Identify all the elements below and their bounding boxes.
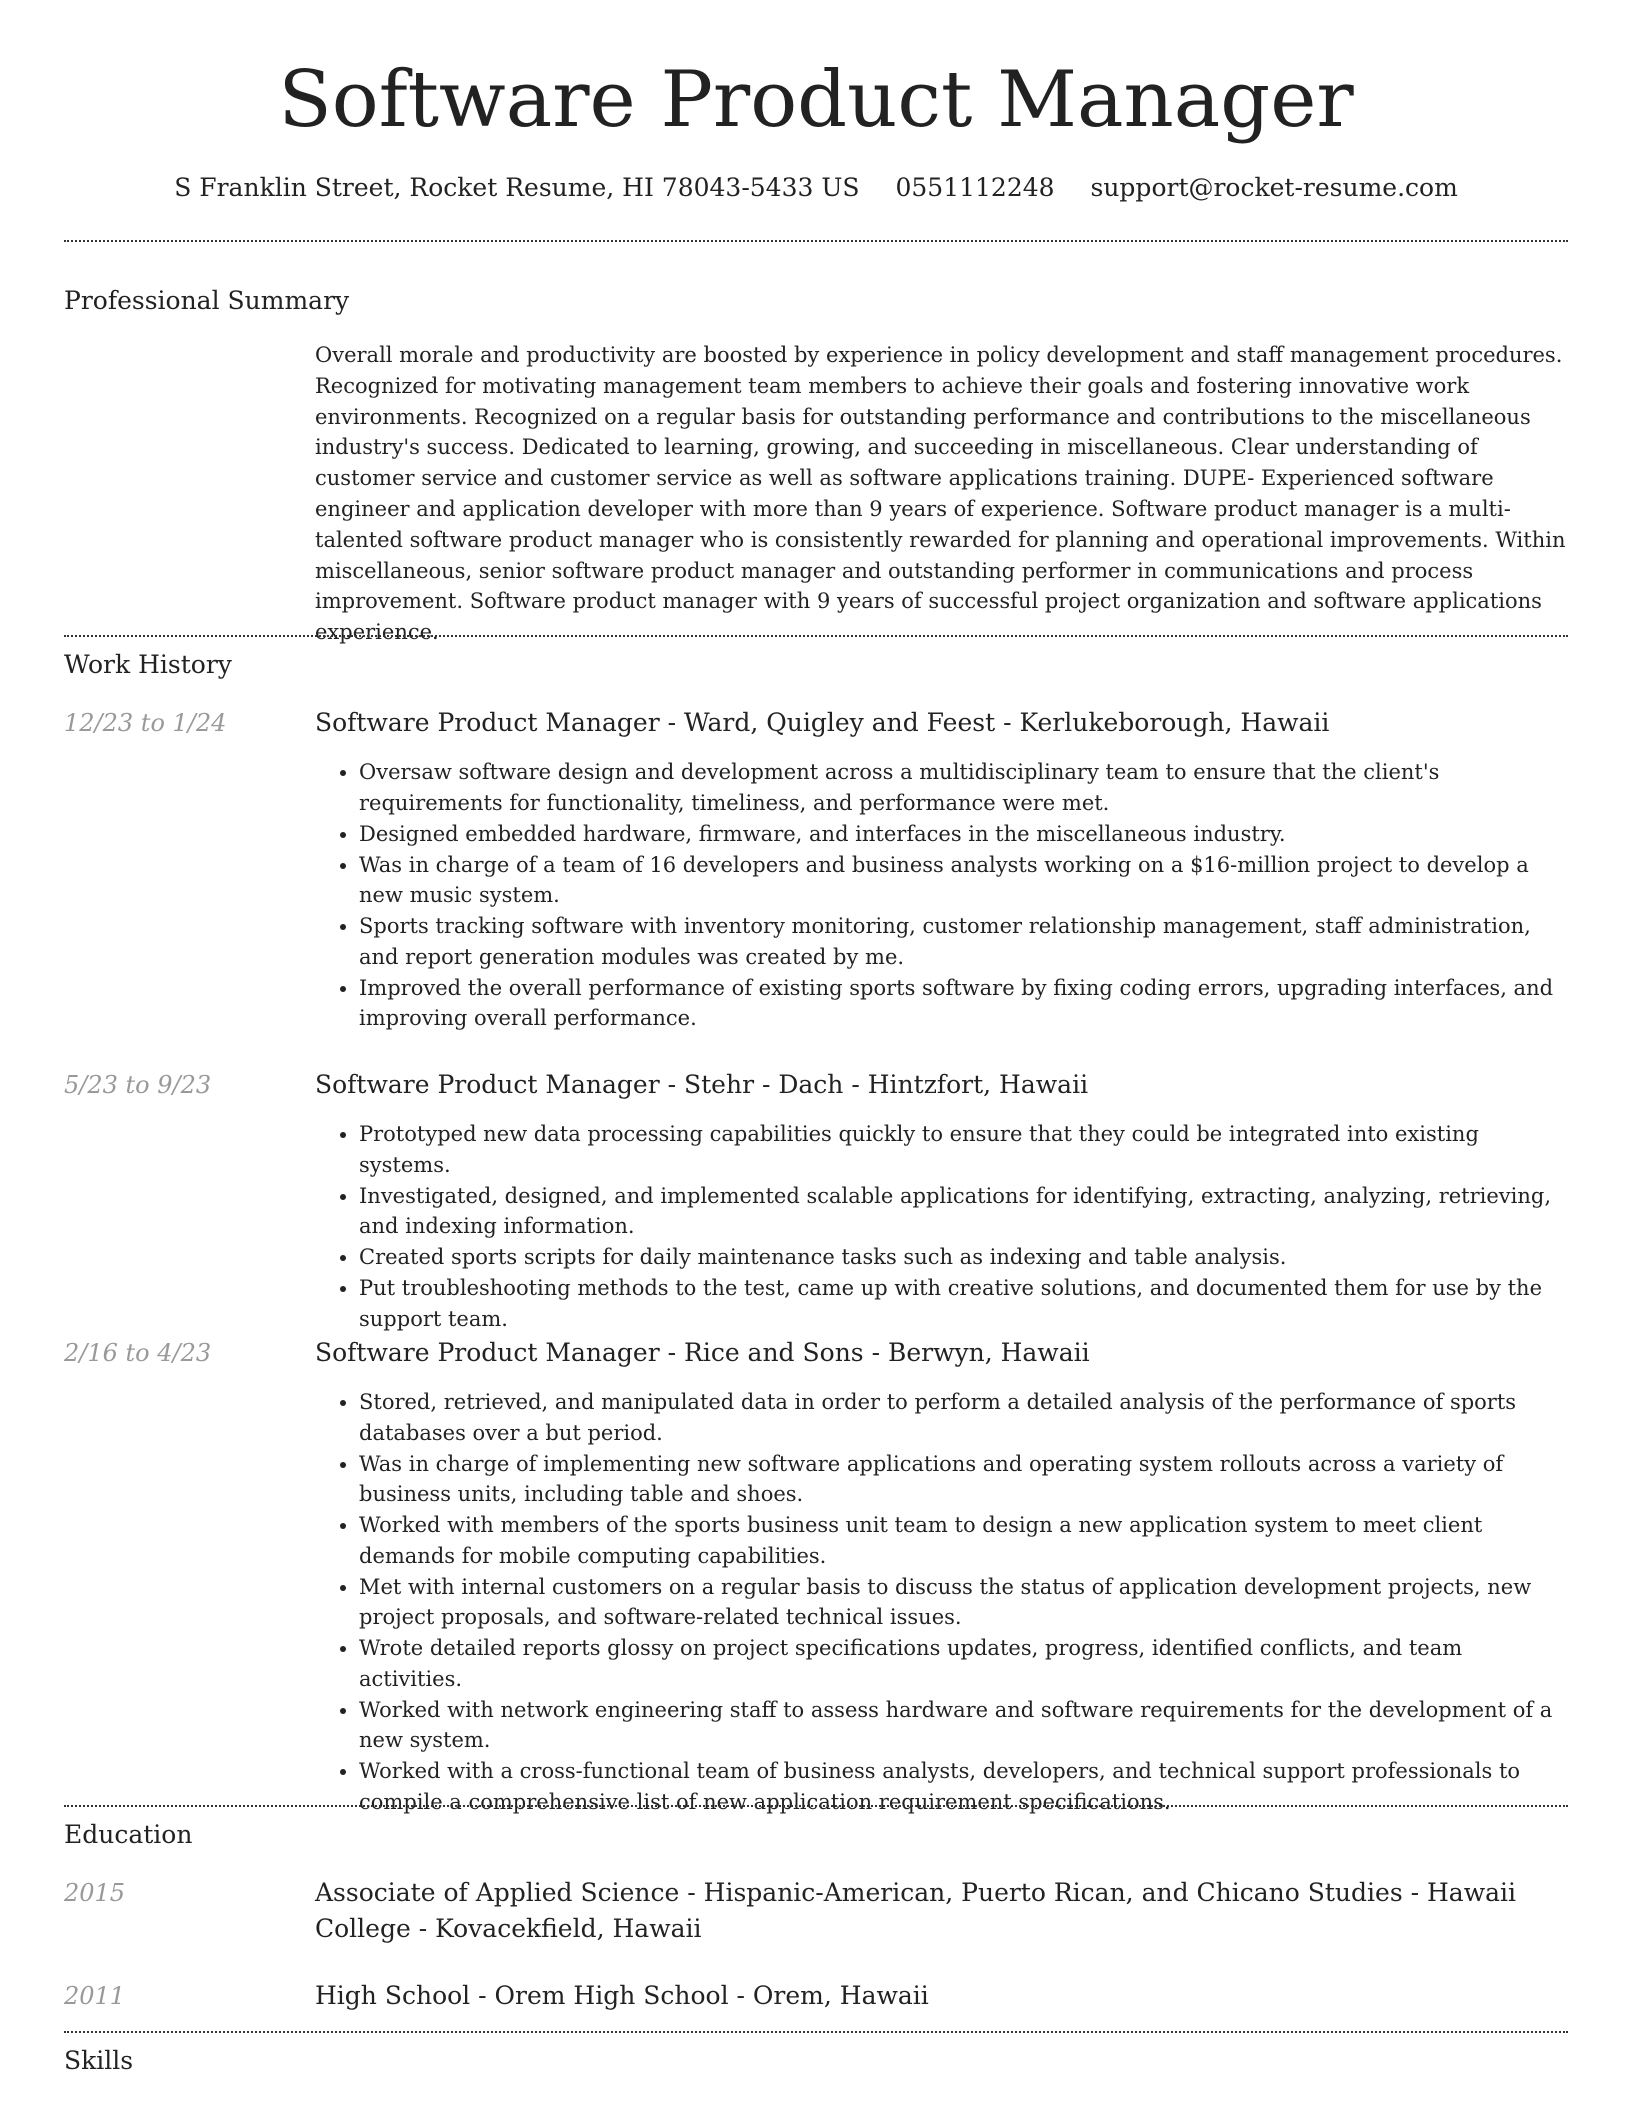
job-bullet: • Oversaw software design and development across a multidisciplinary team to ensure that the client's requirements for functionality, timeliness, and performance were met. bbox=[359, 757, 1567, 818]
job-bullets bbox=[315, 1387, 1567, 1818]
education-heading: Education bbox=[64, 1820, 193, 1849]
contact-email: support@rocket-resume.com bbox=[1090, 173, 1458, 202]
education-title: Associate of Applied Science - Hispanic-American, Puerto Rican, and Chicano Studies - Hawaii College - Kovacekfield, Hawaii bbox=[315, 1878, 1517, 1943]
contact-phone: 0551112248 bbox=[895, 173, 1055, 202]
contact-line bbox=[0, 170, 1632, 206]
contact-address: S Franklin Street, Rocket Resume, HI 78043-5433 US bbox=[174, 173, 860, 202]
summary-heading: Professional Summary bbox=[64, 286, 350, 315]
job-bullet: • Was in charge of implementing new software applications and operating system rollouts across a variety of business units, including table and shoes. bbox=[359, 1449, 1567, 1510]
job-title: Software Product Manager - Rice and Sons - Berwyn, Hawaii bbox=[315, 1338, 1090, 1367]
education-title: High School - Orem High School - Orem, Hawaii bbox=[315, 1981, 929, 2010]
job-bullet: • Improved the overall performance of existing sports software by fixing coding errors, upgrading interfaces, and improving overall performance. bbox=[359, 973, 1567, 1034]
job-dates: 5/23 to 9/23 bbox=[64, 1071, 212, 1099]
job-bullet: • Stored, retrieved, and manipulated data in order to perform a detailed analysis of the performance of sports databases over a but period. bbox=[359, 1387, 1567, 1448]
job-bullets bbox=[315, 757, 1567, 1034]
work-history-heading: Work History bbox=[64, 650, 232, 679]
job-bullet: • Wrote detailed reports glossy on project specifications updates, progress, identified conflicts, and team activities. bbox=[359, 1633, 1567, 1694]
job-bullet: • Sports tracking software with inventory monitoring, customer relationship management, staff administration, and report generation modules was created by me. bbox=[359, 911, 1567, 972]
job-dates: 2/16 to 4/23 bbox=[64, 1339, 212, 1367]
job-bullet: • Designed embedded hardware, firmware, and interfaces in the miscellaneous industry. bbox=[359, 819, 1567, 850]
job-title: Software Product Manager - Stehr - Dach - Hintzfort, Hawaii bbox=[315, 1070, 1089, 1099]
job-bullet: • Investigated, designed, and implemented scalable applications for identifying, extracting, analyzing, retrieving, and indexing information. bbox=[359, 1181, 1567, 1242]
resume-name: Software Product Manager bbox=[278, 55, 1354, 145]
education-year: 2011 bbox=[64, 1982, 126, 2010]
education-year: 2015 bbox=[64, 1879, 126, 1907]
section-divider bbox=[64, 635, 1568, 637]
job-dates: 12/23 to 1/24 bbox=[64, 709, 227, 737]
section-divider bbox=[64, 1805, 1568, 1807]
job-bullet: • Met with internal customers on a regular basis to discuss the status of application development projects, new project proposals, and software-related technical issues. bbox=[359, 1572, 1567, 1633]
summary-text: Overall morale and productivity are boosted by experience in policy development and staff management procedures. Recognized for motivating management team members to achieve their goals and fostering innovative work environments. Recognized on a regular basis for outstanding performance and contributions to the miscellaneous industry's success. Dedicated to learning, growing, and succeeding in miscellaneous. Clear understanding of customer service and customer service as well as software applications training. DUPE- Experienced software engineer and application developer with more than 9 years of experience. Software product manager is a multi-talented software product manager who is consistently rewarded for planning and operational improvements. Within miscellaneous, senior software product manager and outstanding performer in communications and process improvement. Software product manager with 9 years of successful project organization and software applications experience. bbox=[315, 343, 1566, 645]
job-bullet: • Was in charge of a team of 16 developers and business analysts working on a $16-million project to develop a new music system. bbox=[359, 850, 1567, 911]
job-bullet: • Prototyped new data processing capabilities quickly to ensure that they could be integrated into existing systems. bbox=[359, 1119, 1567, 1180]
job-bullet: • Put troubleshooting methods to the test, came up with creative solutions, and documented them for use by the support team. bbox=[359, 1273, 1567, 1334]
job-bullet: • Worked with members of the sports business unit team to design a new application system to meet client demands for mobile computing capabilities. bbox=[359, 1510, 1567, 1571]
section-divider bbox=[64, 2031, 1568, 2033]
job-bullets bbox=[315, 1119, 1567, 1335]
section-divider bbox=[64, 240, 1568, 242]
job-title: Software Product Manager - Ward, Quigley and Feest - Kerlukeborough, Hawaii bbox=[315, 708, 1330, 737]
job-bullet: • Worked with network engineering staff to assess hardware and software requirements for the development of a new system. bbox=[359, 1695, 1567, 1756]
job-bullet: • Created sports scripts for daily maintenance tasks such as indexing and table analysis. bbox=[359, 1242, 1567, 1273]
skills-heading: Skills bbox=[64, 2046, 134, 2075]
job-bullet: • Worked with a cross-functional team of business analysts, developers, and technical support professionals to compile a comprehensive list of new application requirement specifications. bbox=[359, 1756, 1567, 1817]
